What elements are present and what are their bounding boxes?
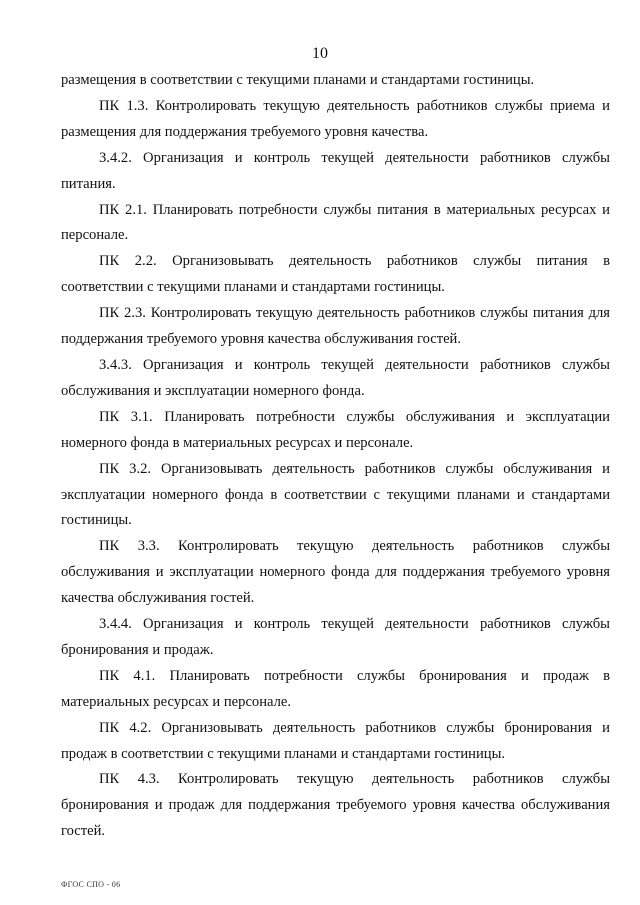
paragraph-pk-4-3: ПК 4.3. Контролировать текущую деятельность работников службы бронирования и продаж для поддержания требуемого уровня качества обслуживания гостей. <box>61 771 610 840</box>
paragraph-pk-4-2: ПК 4.2. Организовывать деятельность работников службы бронирования и продаж в соответствии с текущими планами и стандартами гостиницы. <box>61 719 610 762</box>
paragraph-pk-3-2: ПК 3.2. Организовывать деятельность работников службы обслуживания и эксплуатации номерного фонда в соответствии с текущими планами и стандартами гостиницы. <box>61 460 610 529</box>
paragraph-pk-2-2: ПК 2.2. Организовывать деятельность работников службы питания в соответствии с текущими планами и стандартами гостиницы. <box>61 253 610 296</box>
page-number: 10 <box>312 45 328 62</box>
paragraph-pk-2-1: ПК 2.1. Планировать потребности службы питания в материальных ресурсах и персонале. <box>61 201 610 244</box>
paragraph-continuation: размещения в соответствии с текущими планами и стандартами гостиницы. <box>61 72 535 88</box>
paragraph-pk-3-3: ПК 3.3. Контролировать текущую деятельность работников службы обслуживания и эксплуатации номерного фонда для поддержания требуемого уровня качества обслуживания гостей. <box>61 538 610 607</box>
section-heading-3-4-4: 3.4.4. Организация и контроль текущей деятельности работников службы бронирования и продаж. <box>61 616 610 658</box>
paragraph-pk-2-3: ПК 2.3. Контролировать текущую деятельность работников службы питания для поддержания требуемого уровня качества обслуживания гостей. <box>61 305 610 348</box>
paragraph-pk-3-1: ПК 3.1. Планировать потребности службы обслуживания и эксплуатации номерного фонда в материальных ресурсах и персонале. <box>61 408 610 451</box>
paragraph-pk-1-3: ПК 1.3. Контролировать текущую деятельность работников службы приема и размещения для поддержания требуемого уровня качества. <box>61 97 610 140</box>
section-heading-3-4-3: 3.4.3. Организация и контроль текущей деятельности работников службы обслуживания и эксплуатации номерного фонда. <box>61 356 610 399</box>
section-heading-3-4-2: 3.4.2. Организация и контроль текущей деятельности работников службы питания. <box>61 149 610 192</box>
document-body <box>61 68 610 845</box>
paragraph-pk-4-1: ПК 4.1. Планировать потребности службы бронирования и продаж в материальных ресурсах и персонале. <box>61 667 610 710</box>
footer-standard-code: ФГОС СПО - 06 <box>61 880 121 889</box>
